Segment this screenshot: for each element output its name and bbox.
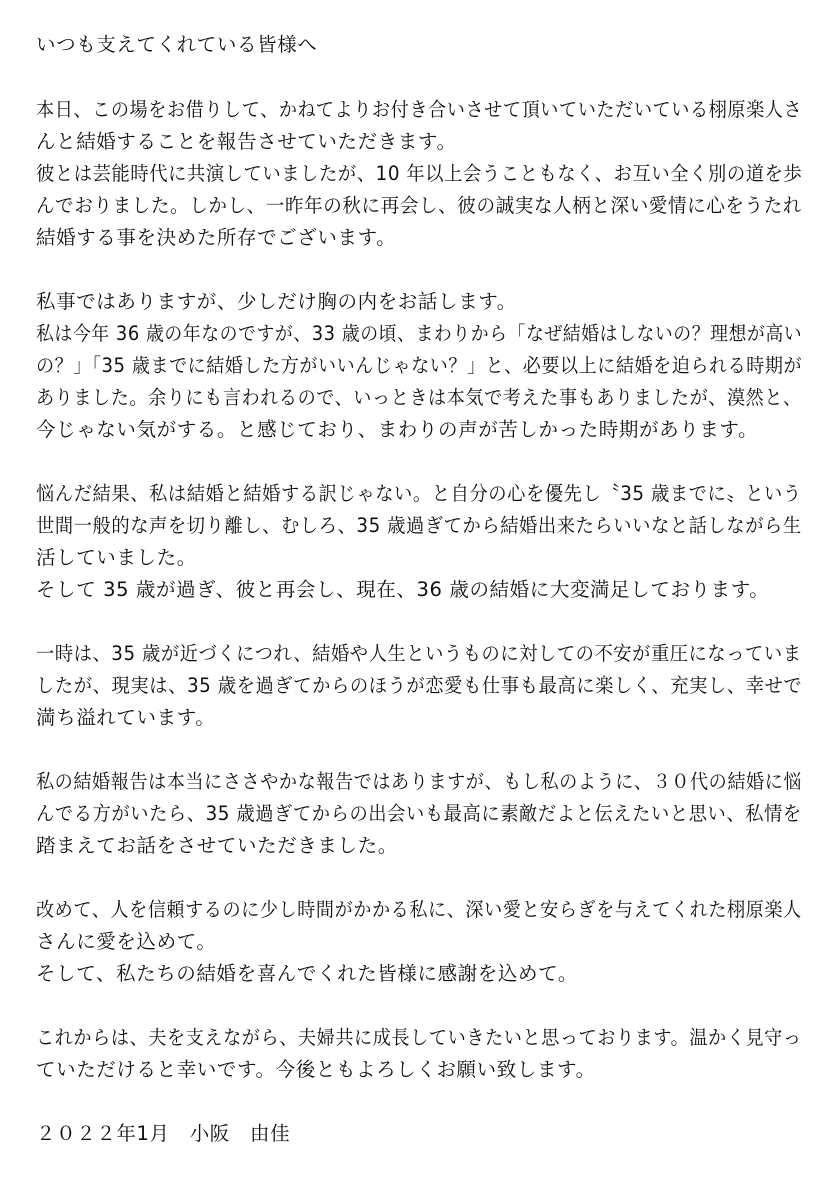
text-line: 満ち溢れています。 (36, 706, 216, 729)
text-line: 私は今年 36 歳の年なのですが、33 歳の頃、まわりから「なぜ結婚はしないの？理想が高い (36, 322, 803, 345)
text-line: んと結婚することを報告させていただきます。 (36, 130, 457, 153)
text-line: そして、私たちの結婚を喜んでくれた皆様に感謝を込めて。 (36, 962, 578, 985)
text-line: 結婚する事を決めた所存でございます。 (36, 226, 397, 249)
text-line: 踏まえてお話をさせていただきました。 (36, 834, 398, 857)
text-line: したが、現実は、35 歳を過ぎてからのほうが恋愛も仕事も最高に楽しく、充実し、幸せで (36, 674, 803, 697)
text-line: んでおりました。しかし、一昨年の秋に再会し、彼の誠実な人柄と深い愛情に心をうたれ (36, 194, 803, 217)
text-line: んでる方がいたら、35 歳過ぎてからの出会いも最高に素敵だよと伝えたいと思い、私情を (36, 802, 802, 825)
text-line: そして 35 歳が過ぎ、彼と再会し、現在、36 歳の結婚に大変満足しております。 (36, 578, 770, 601)
text-line: 本日、この場をお借りして、かねてよりお付き合いさせて頂いていただいている栩原楽人さ (36, 98, 803, 121)
text-line: さんに愛を込めて。 (36, 930, 217, 953)
text-line: 活していました。 (36, 546, 197, 569)
signature: ２０２２年1月 小阪 由佳 (36, 1122, 291, 1145)
text-line: 今じゃない気がする。と感じており、まわりの声が苦しかった時期があります。 (36, 418, 759, 441)
text-line: の？」「35 歳までに結婚した方がいいんじゃない？」と、必要以上に結婚を迫られる時期が (36, 354, 803, 377)
text-line: 一時は、35 歳が近づくにつれ、結婚や人生というものに対しての不安が重圧になっていま (36, 642, 802, 665)
text-line: これからは、夫を支えながら、夫婦共に成長していきたいと思っております。温かく見守っ (36, 1026, 802, 1049)
text-line: ていただけると幸いです。今後ともよろしくお願い致します。 (36, 1058, 596, 1081)
text-line: 悩んだ結果、私は結婚と結婚する訳じゃない。と自分の心を優先し〝35 歳までに〟という (36, 482, 802, 505)
text-line: 彼とは芸能時代に共演していましたが、10 年以上会うこともなく、お互い全く別の道を歩 (36, 162, 803, 185)
text-line: 改めて、人を信頼するのに少し時間がかかる私に、深い愛と安らぎを与えてくれた栩原楽人 (36, 898, 802, 921)
greeting: いつも支えてくれている皆様へ (36, 33, 318, 56)
text-line: 世間一般的な声を切り離し、むしろ、35 歳過ぎてから結婚出来たらいいなと話しながら生 (36, 514, 802, 537)
text-line: ありました。余りにも言われるので、いっときは本気で考えた事もありましたが、漠然と、 (36, 386, 802, 409)
text-line: 私の結婚報告は本当にささやかな報告ではありますが、もし私のように、３０代の結婚に悩 (36, 770, 803, 793)
text-line: 私事ではありますが、少しだけ胸の内をお話します。 (36, 290, 517, 313)
